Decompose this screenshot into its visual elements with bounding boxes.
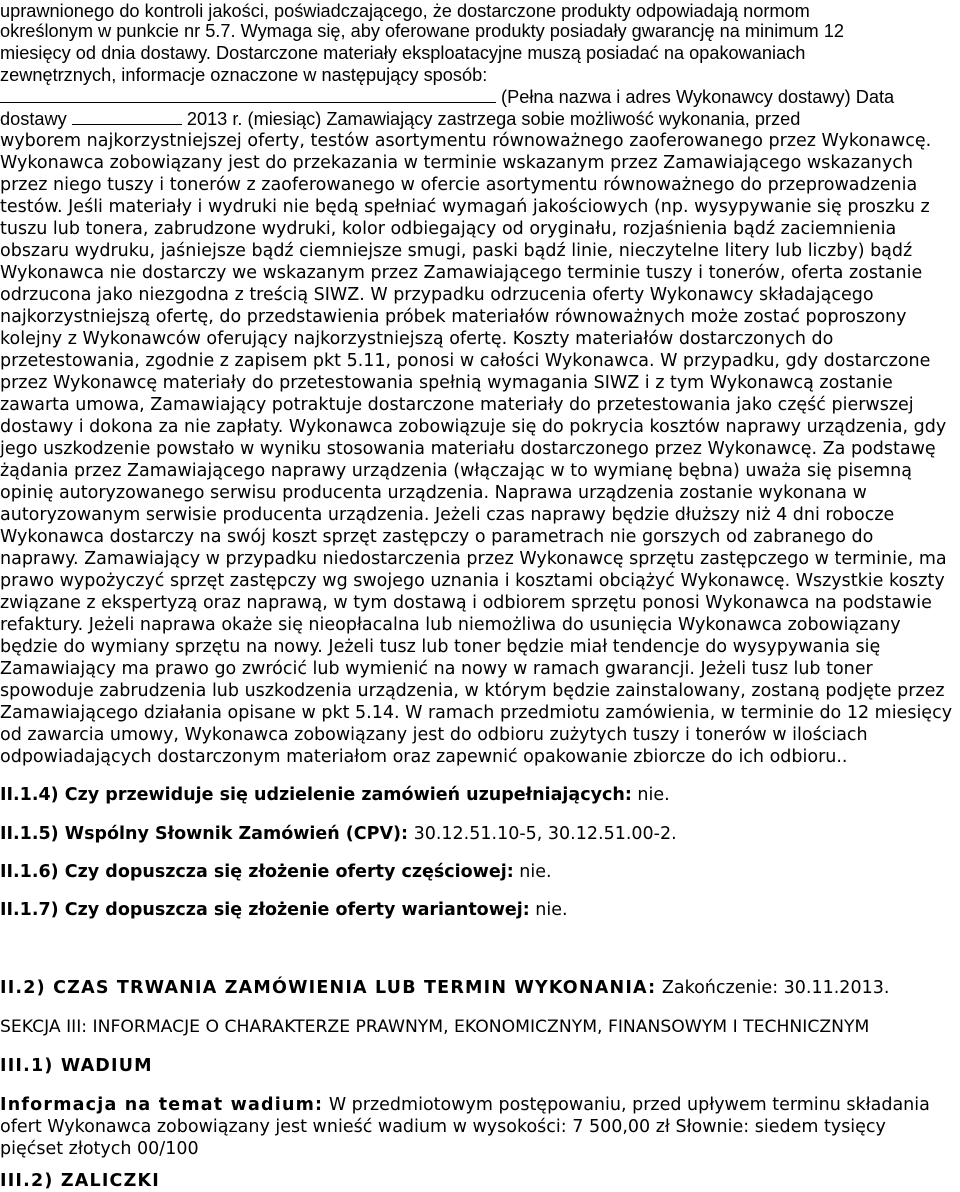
text-line: przetestowania, zgodnie z zapisem pkt 5.11, ponosi w całości Wykonawca. W przypadku, gdy dostarczone — [0, 351, 931, 371]
blank-field-date — [72, 108, 182, 125]
text-line: zawarta umowa, Zamawiający potraktuje dostarczone materiały do przetestowania jako część pierwszej — [0, 395, 914, 415]
text-line: odrzucona jako niezgodna z treścią SIWZ. W przypadku odrzucenia oferty Wykonawcy składającego — [0, 285, 874, 305]
text-line: przez Wykonawcę materiały do przetestowania spełnią wymagania SIWZ i z tym Wykonawcą zostanie — [0, 373, 893, 393]
text-line: najkorzystniejszą ofertę, do przedstawienia próbek materiałów równoważnych może zostać poproszony — [0, 307, 907, 327]
section-value: 30.12.51.10-5, 30.12.51.00-2. — [408, 824, 677, 844]
section-label: II.1.5) Wspólny Słownik Zamówień (CPV): — [0, 824, 409, 844]
text-line: autoryzowanym serwisie producenta urządzenia. Jeżeli czas naprawy będzie dłuższy niż 4 dni robocze — [0, 505, 895, 525]
text-line: opinię autoryzowanego serwisu producenta urządzenia. Naprawa urządzenia zostanie wykonana w — [0, 483, 867, 503]
text-line: obszaru wydruku, jaśniejsze bądź ciemniejsze smugi, paski bądź linie, nieczytelne litery lub liczby) bądź — [0, 241, 913, 261]
section-value: Zakończenie: 30.11.2013. — [656, 978, 890, 998]
text-line: uprawnionego do kontroli jakości, poświadczającego, że dostarczone produkty odpowiadają normom — [0, 1, 810, 21]
text-line: związane z ekspertyzą oraz naprawą, w tym dostawą i odbiorem sprzętu ponosi Wykonawca na podstawie — [0, 593, 932, 613]
date-placeholder-line — [0, 108, 800, 130]
label-placeholder-line — [0, 86, 894, 108]
wadium-text: W przedmiotowym postępowaniu, przed upływem terminu składania — [323, 1095, 930, 1115]
text-line: będzie do wymiany sprzętu na nowy. Jeżeli tusz lub toner będzie miał tendencje do wysypywania się — [0, 637, 881, 657]
text-line: prawo wypożyczyć sprzęt zastępczy wg swojego uznania i kosztami obciążyć Wykonawcę. Wszystkie koszty — [0, 571, 945, 591]
section-iii-2: III.2) ZALICZKI — [0, 1171, 160, 1191]
text-line-content: dostawy — [0, 109, 72, 129]
text-line: Wykonawca nie dostarczy we wskazanym przez Zamawiającego terminie tuszy i tonerów, oferta zostanie — [0, 263, 923, 283]
text-line — [0, 64, 487, 86]
section-ii-1-7 — [0, 899, 568, 921]
text-line: spowoduje zabrudzenia lub uszkodzenia urządzenia, w którym będzie zainstalowany, zostaną podjęte przez — [0, 681, 945, 701]
text-line: żądania przez Zamawiającego naprawy urządzenia (włączając w to wymianę bębna) uważa się pisemną — [0, 461, 912, 481]
text-line: testów. Jeśli materiały i wydruki nie będą spełniać wymagań jakościowych (np. wysypywanie się proszku z — [0, 197, 930, 217]
text-line: kolejny z Wykonawców oferujący najkorzystniejszą ofertę. Koszty materiałów dostarczonych do — [0, 329, 834, 349]
text-line: wyborem najkorzystniejszej oferty, testów asortymentu równoważnego zaoferowanego przez Wykonawcę. — [0, 131, 932, 151]
section-label: II.1.7) Czy dopuszcza się złożenie oferty wariantowej: — [0, 900, 530, 920]
wadium-line-2: ofert Wykonawca zobowiązany jest wnieść wadium w wysokości: 7 500,00 zł Słownie: siedem tysięcy — [0, 1117, 886, 1137]
section-label: II.1.4) Czy przewiduje się udzielenie zamówień uzupełniających: — [0, 785, 632, 805]
text-line: Zamawiający ma prawo go zwrócić lub wymienić na nowy w ramach gwarancji. Jeżeli tusz lub toner — [0, 659, 873, 679]
text-line-content: zewnętrznych, informacje oznaczone w następujący sposób: — [0, 65, 488, 85]
text-line: refaktury. Jeżeli naprawa okaże się nieopłacalna lub niemożliwa do usunięcia Wykonawca zobowiązany — [0, 615, 901, 635]
text-line: przez niego tuszy i tonerów z zaoferowanego w ofercie asortymentu równoważnego do przeprowadzenia — [0, 175, 918, 195]
text-line: jego uszkodzenie powstało w wyniku stosowania materiału dostarczonego przez Wykonawcę. Za podstawę — [0, 439, 936, 459]
blank-field-name-address — [0, 86, 496, 103]
section-ii-1-4 — [0, 784, 670, 806]
section-value: nie. — [529, 900, 568, 920]
wadium-label: Informacja na temat wadium: — [0, 1095, 324, 1115]
text-line-content: (Pełna nazwa i adres Wykonawcy dostawy) Data — [496, 87, 895, 107]
text-line: określonym w punkcie nr 5.7. Wymaga się, aby oferowane produkty posiadały gwarancję na minimum 12 — [0, 21, 844, 41]
wadium-line-3: pięćset złotych 00/100 — [0, 1139, 199, 1159]
section-label: II.1.6) Czy dopuszcza się złożenie oferty częściowej: — [0, 862, 514, 882]
section-value: nie. — [513, 862, 552, 882]
section-ii-2 — [0, 977, 889, 999]
text-line-content: 2013 r. (miesiąc) Zamawiający zastrzega sobie możliwość wykonania, przed — [181, 109, 801, 129]
text-line: odpowiadających dostarczonym materiałom oraz zapewnić opakowanie zbiorcze do ich odbioru.. — [0, 747, 848, 767]
text-line: Zamawiającego działania opisane w pkt 5.14. W ramach przedmiotu zamówienia, w terminie do 12 miesięcy — [0, 703, 953, 723]
section-value: nie. — [631, 785, 670, 805]
text-line: od zawarcia umowy, Wykonawca zobowiązany jest do odbioru zużytych tuszy i tonerów w ilościach — [0, 725, 868, 745]
section-iii-1: III.1) WADIUM — [0, 1056, 153, 1076]
section-label: II.2) CZAS TRWANIA ZAMÓWIENIA LUB TERMIN WYKONANIA: — [0, 978, 657, 998]
section-ii-1-6 — [0, 861, 552, 883]
text-line: Wykonawca zobowiązany jest do przekazania w terminie wskazanym przez Zamawiającego wskazanych — [0, 153, 913, 173]
text-line: Wykonawca dostarczy na swój koszt sprzęt zastępczy o parametrach nie gorszych od zabranego do — [0, 527, 874, 547]
section-ii-1-5 — [0, 823, 677, 845]
section-iii-heading: SEKCJA III: INFORMACJE O CHARAKTERZE PRAWNYM, EKONOMICZNYM, FINANSOWYM I TECHNICZNYM — [0, 1017, 870, 1037]
wadium-line-1 — [0, 1094, 930, 1116]
text-line: tuszu lub tonera, zabrudzone wydruki, kolor odbiegający od oryginału, rozjaśnienia bądź zaciemnienia — [0, 219, 897, 239]
text-line: naprawy. Zamawiający w przypadku niedostarczenia przez Wykonawcę sprzętu zastępczego w terminie, ma — [0, 549, 947, 569]
text-line: miesięcy od dnia dostawy. Dostarczone materiały eksploatacyjne muszą posiadać na opakowaniach — [0, 43, 806, 63]
text-line: dostawy i dokona za nie zapłaty. Wykonawca zobowiązuje się do pokrycia kosztów naprawy urządzenia, gdy — [0, 417, 947, 437]
